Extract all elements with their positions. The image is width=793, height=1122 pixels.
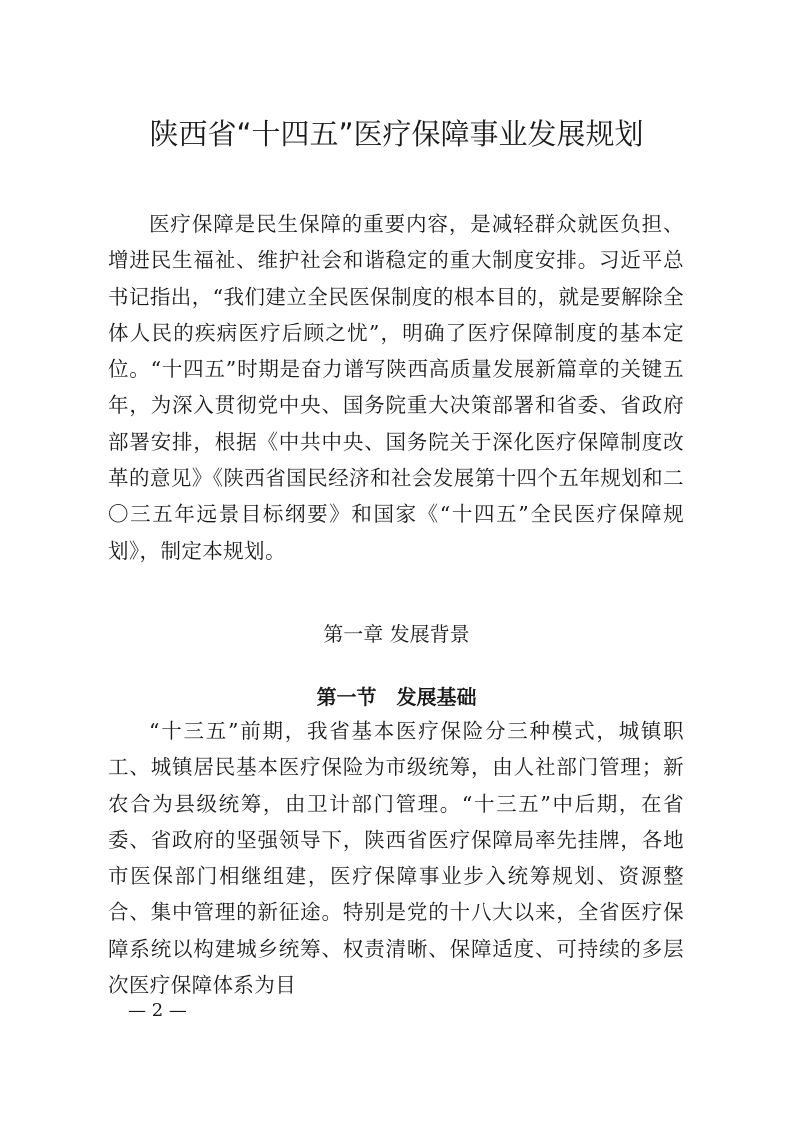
document-title: 陕西省“十四五”医疗保障事业发展规划 [149, 117, 644, 151]
section-heading: 第一节 发展基础 [316, 685, 477, 709]
page-number: — 2 — [128, 1000, 187, 1021]
chapter-heading: 第一章 发展背景 [323, 622, 470, 646]
intro-paragraph: 医疗保障是民生保障的重要内容，是减轻群众就医负担、增进民生福祉、维护社会和谐稳定的重大制度安排。习近平总书记指出，“我们建立全民医保制度的根本目的，就是要解除全体人民的疾病医疗后顾之忧”，明确了医疗保障制度的基本定位。“十四五”时期是奋力谱写陕西高质量发展新篇章的关键五年，为深入贯彻党中央、国务院重大决策部署和省委、省政府部署安排，根据《中共中央、国务院关于深化医疗保障制度改革的意见》《陕西省国民经济和社会发展第十四个五年规划和二〇三五年远景目标纲要》和国家《“十四五”全民医疗保障规划》，制定本规划。 [108, 212, 684, 563]
section-paragraph: “十三五”前期，我省基本医疗保险分三种模式，城镇职工、城镇居民基本医疗保险为市级统筹，由人社部门管理；新农合为县级统筹，由卫计部门管理。“十三五”中后期，在省委、省政府的坚强领导下，陕西省医疗保障局率先挂牌，各地市医保部门相继组建，医疗保障事业步入统筹规划、资源整合、集中管理的新征途。特别是党的十八大以来，全省医疗保障系统以构建城乡统筹、权责清晰、保障适度、可持续的多层次医疗保障体系为目 [108, 719, 684, 998]
